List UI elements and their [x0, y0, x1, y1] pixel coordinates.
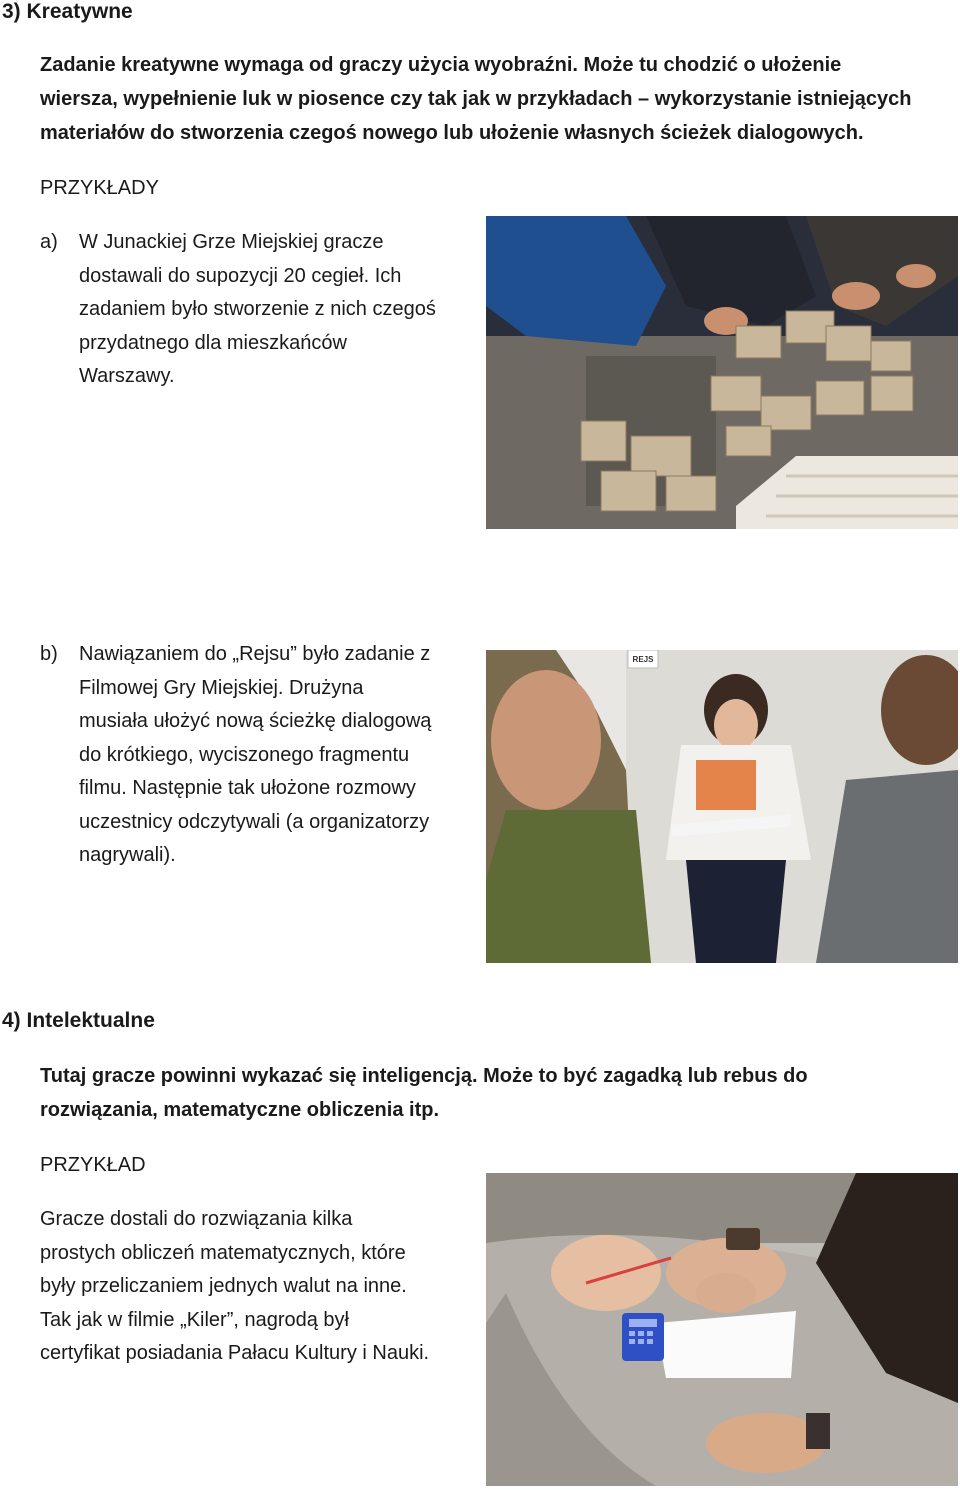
example-b-line: uczestnicy odczytywali (a organizatorzy: [79, 810, 430, 833]
section-4-intro: [40, 1059, 808, 1127]
intro-line: wiersza, wypełnienie luk w piosence czy tak jak w przykładach – wykorzystanie istniejących: [40, 88, 912, 110]
example-line: certyfikat posiadania Pałacu Kultury i Nauki.: [40, 1342, 430, 1364]
example-a-line: dostawali do supozycji 20 cegieł. Ich: [79, 264, 402, 287]
example-a-line: Warszawy.: [79, 365, 175, 387]
rejs-sign: REJS: [632, 655, 654, 664]
section-3-heading: 3) Kreatywne: [2, 0, 133, 23]
examples-label: PRZYKŁADY: [40, 177, 159, 199]
example-a-line: W Junackiej Grze Miejskiej gracze: [79, 231, 384, 253]
intro-line: Zadanie kreatywne wymaga od graczy użycia wyobraźni. Może tu chodzić o ułożenie: [40, 54, 842, 76]
intro-line: materiałów do stworzenia czegoś nowego lub ułożenie własnych ścieżek dialogowych.: [40, 122, 864, 144]
example-b-line: filmu. Następnie tak ułożone rozmowy: [79, 777, 416, 799]
example-line: były przeliczaniem jednych walut na inne.: [40, 1275, 407, 1297]
example-b-line: Filmowej Gry Miejskiej. Drużyna: [79, 676, 364, 699]
example-a-line: przydatnego dla mieszkańców: [79, 331, 347, 354]
example-label: PRZYKŁAD: [40, 1154, 146, 1176]
example-a-line: zadaniem było stworzenie z nich czegoś: [79, 298, 436, 320]
example-b-marker: b): [40, 643, 58, 665]
intro-line: rozwiązania, matematyczne obliczenia itp.: [40, 1099, 440, 1121]
example-b-line: musiała ułożyć nową ścieżkę dialogową: [79, 710, 432, 732]
example-a: [40, 226, 480, 394]
example-line: Tak jak w filmie „Kiler”, nagrodą był: [40, 1308, 349, 1331]
bricks-photo: [486, 216, 958, 529]
section-4-example: [40, 1203, 480, 1371]
example-b-line: do krótkiego, wyciszonego fragmentu: [79, 743, 410, 766]
example-a-marker: a): [40, 231, 58, 253]
example-b-line: nagrywali).: [79, 844, 176, 866]
example-b-line: Nawiązaniem do „Rejsu” było zadanie z: [79, 643, 431, 665]
example-line: prostych obliczeń matematycznych, które: [40, 1241, 406, 1264]
example-line: Gracze dostali do rozwiązania kilka: [40, 1208, 353, 1230]
rejs-photo: [486, 650, 958, 963]
example-b: [40, 638, 480, 873]
section-4-heading: 4) Intelektualne: [2, 1009, 155, 1032]
section-3-intro: [40, 48, 912, 150]
calculation-photo: [486, 1173, 958, 1486]
intro-line: Tutaj gracze powinni wykazać się inteligencją. Może to być zagadką lub rebus do: [40, 1065, 808, 1087]
